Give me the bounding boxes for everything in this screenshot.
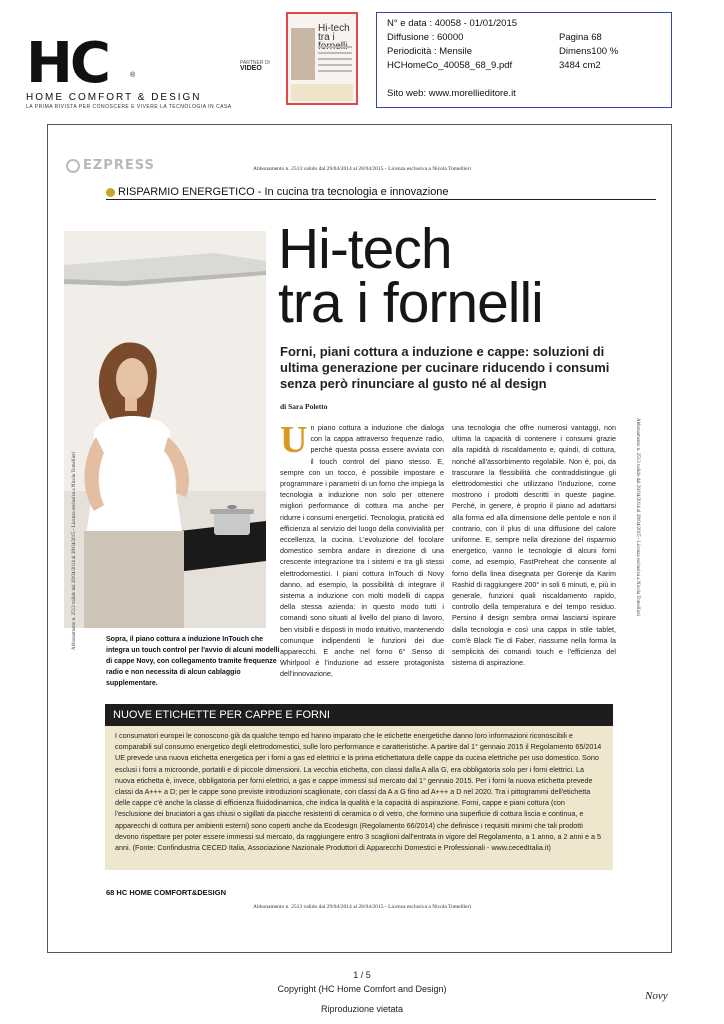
section-text: RISPARMIO ENERGETICO - In cucina tra tecnologia e innovazione (118, 186, 449, 198)
license-notice-top: Abbonamento n. 2513 valido dal 29/04/2014 al 28/04/2015 - Licenza esclusiva a Nicola Tomellieri (253, 166, 471, 172)
partner-prefix: PARTNER DI (240, 60, 270, 66)
info-number-date: N° e data : 40058 - 01/01/2015 (387, 18, 518, 29)
headline-line1: Hi-tech (278, 217, 452, 281)
headline (278, 217, 543, 335)
info-site[interactable]: Sito web: www.morellieditore.it (387, 88, 516, 99)
article-column-1 (280, 419, 444, 680)
thumbnail-box (291, 84, 353, 101)
license-notice-bottom: Abbonamento n. 2513 valido dal 29/04/2014 al 28/04/2015 - Licenza esclusiva a Nicola Tomellieri (253, 904, 471, 910)
thumbnail-text-line (318, 58, 352, 60)
box-title: NUOVE ETICHETTE PER CAPPE E FORNI (105, 704, 613, 726)
thumbnail-text-line (318, 52, 352, 54)
section-label (106, 186, 656, 200)
article-column-2 (452, 422, 616, 668)
byline: di Sara Poletto (280, 402, 328, 411)
subhead: Forni, piani cottura a induzione e cappe: soluzioni di ultima generazione per cucinare riducendo i consumi senza però rinunciare al gusto né al design (280, 344, 610, 391)
copyright: Copyright (HC Home Comfort and Design) (277, 984, 447, 994)
publication-info-box (376, 12, 672, 108)
thumbnail-photo (291, 28, 315, 80)
info-periodicita: Periodicità : Mensile (387, 46, 473, 57)
pager: 1 / 5 (353, 970, 371, 980)
page-thumbnail[interactable] (286, 12, 358, 105)
thumbnail-text-line (318, 46, 352, 48)
partner-name: VIDEO (240, 65, 262, 72)
info-pagina: Pagina 68 (559, 32, 602, 43)
info-file: HCHomeCo_40058_68_9.pdf (387, 60, 513, 71)
info-sidebar-box (105, 704, 613, 870)
column-1-text: n piano cottura a induzione che dialoga con la cappa attraverso frequenze radio, perché questa possa essere avviata con il touch control del piano stesso. E, sempre con un tocco, è possibile impostare e programmare i parametri di un forno che impiega la tecnologia a induzione non solo per ottenere migliori performance di cottura ma anche per ridurre i consumi energetici. Tecnologia, praticità ed efficienza al servizio del luogo della convivialità per eccellenza, la cucina. L'evoluzione del focolare domestico sembra andare in direzione di una crescente integrazione tra i sistemi e tra gli stessi elettrodomestici. I piani cottura InTouch di Novy danno, ad esempio, la possibilità di integrare il sistema a induzione con molti modelli di cappa della stessa azienda: in questo modo tutti i comandi sono situati al livello del piano di lavoro, ben visibili e disposti in modo intuitivo, mantenendo comunque indipendenti le funzioni dei due apparecchi. E anche nel forno 6° Senso di Whirlpool è l'induzione ad essere protagonista dell'innovazione, (280, 423, 444, 679)
reproduction-notice: Riproduzione vietata (320, 1004, 404, 1014)
thumbnail-text-line (318, 70, 352, 72)
brand-label: Novy (645, 990, 668, 1002)
partner-badge (240, 60, 280, 72)
logo-registered-mark: ® (130, 72, 136, 79)
column-2-text: una tecnologia che offre numerosi vantaggi, non ultima la capacità di contenere i consumi grazie alla rapidità di riscaldamento e, quindi, di cottura, nonché all'assorbimento regolabile. Non è, poi, da trascurare la flessibilità che contraddistingue gli elettrodomestici che utilizzano l'induzione, come mostrono i prodotti descritti in queste pagine. Perché, in genere, è proprio il piano ad adattarsi alla forma ed alla dimensione delle pentole e non il contrario, con il plus di una diffusione del calore uniforme. E, sempre nella direzione del risparmio energetico, vanno le tecnologie di alcuni forni come, ad esempio, FastPreheat che consente al forno della linea disegnata per Gorenje da Karim Rashid di raggiungere 200° in soli 6 minuti, e, più in generale, funzioni quali riscaldamento rapido, controllo della temperatura e del tempo residuo. Persino il design sembra ormai lasciarsi ispirare dalla tecnologia e così una cappa in stile tablet, com'è Black Tie di Faber, riassume nella forma la semplicità dei comandi touch e l'efficienza del sistema di aspirazione. (452, 423, 616, 668)
page-footer-label: 68 HC HOME COMFORT&DESIGN (106, 888, 227, 897)
thumbnail-title: Hi-tech tra i (318, 23, 350, 43)
license-notice-left: Abbonamento n. 2513 valido dal 29/04/2014 al 28/04/2015 - Licenza esclusiva a Nicola Tomellieri (72, 451, 77, 650)
box-body: I consumatori europei le conoscono già da qualche tempo ed hanno imparato che le etichette energetiche danno loro informazioni riconoscibili e comparabili sul consumo energetico degli elettrodomestici, sulle loro performance e caratteristiche. A partire dal 1° gennaio 2015 il Regolamento 65/2014 UE prevede una nuova etichetta energetica per i forni a gas ed elettrici e la prima etichettatura delle cappe da cucina elettriche per uso domestico. Sono esclusi i forni a microonde, portatili e di piccole dimensioni. La vecchia etichetta, con classi dalla A alla G, era obbligatoria solo per i forni elettrici. La nuova etichetta è, invece, obbligatoria per forni elettrici, a gas e cappe immessi sul mercato dal 1° gennaio 2015. Per i forni la nuova etichetta prevede classi da A+++ a D; per le cappe sono previste introduzioni scaglionate, con classi da A a G fino ad A+++ a D nel 2020. Tra i pittogrammi dell'etichetta delle cappe c'è anche la classe di efficienza fluidodinamica, che indica la qualità e la capacità di aspirazione. Forni, cappe e piani cottura (con l'esclusione dei bruciatori a gas chiusi o sigillati da piacche resistenti di ceramica o di vetro, che formino una superficie di cottura liscia e continua, e apparecchi di cottura per ambienti esterni) sono coperti anche da Ecodesign (Regolamento 66/2014) che definisce i requisiti minimi che tali prodotti devono rispettare per poter essere immessi sul mercato, da raggiungere entro 3 scaglioni dall'entrata in vigore del Regolamento, a 1 anno, a 2 anni e a 5 anni. (Fonte: Confindustria CECED Italia, Associazione Nazionale Produttori di Apparecchi Domestici e Professionali - www.cecedItalia.it) (115, 731, 602, 853)
kitchen-photo (64, 231, 266, 628)
thumbnail-text-line (318, 64, 352, 66)
section-dot-icon (106, 188, 115, 197)
logo-name: HOME COMFORT & DESIGN (26, 92, 202, 103)
info-size: 3484 cm2 (559, 60, 601, 71)
info-diffusione: Diffusione : 60000 (387, 32, 464, 43)
ezpress-text: EZPRESS (83, 158, 155, 173)
license-notice-right: Abbonamento n. 2513 valido dal 29/04/2014 al 28/04/2015 - Licenza esclusiva a Nicola Tomellieri (635, 418, 640, 617)
photo-caption: Sopra, il piano cottura a induzione InTouch che integra un touch control per l'avvio di alcuni modelli di cappe Novy, con collegamento tramite frequenze radio e non necessita di alcun cablaggio supplementare. (106, 636, 280, 687)
hc-logo (26, 31, 270, 110)
logo-tagline: LA PRIMA RIVISTA PER CONOSCERE E VIVERE LA TECNOLOGIA IN CASA (26, 104, 232, 110)
info-dimens: Dimens100 % (559, 46, 619, 57)
headline-line2: tra i fornelli (278, 271, 543, 335)
drop-cap: U (280, 419, 308, 461)
logo-letters: HC (26, 31, 108, 96)
